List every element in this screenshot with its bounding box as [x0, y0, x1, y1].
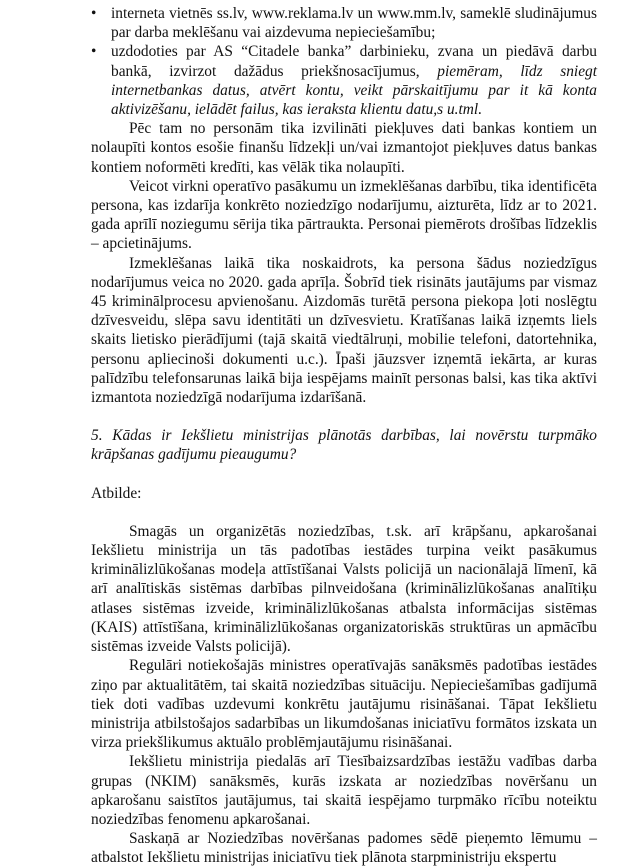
paragraph: Iekšlietu ministrija piedalās arī Tiesībaizsardzības iestāžu vadības darba grupas (NKIM) sanāksmēs, kurās izskata ar noziedzības novēršanu un apkarošanu saistītos jautājumus, tai skaitā iespējamo turpmāko rīcību noteiktu noziedzības fenomenu apkarošanai.: [91, 753, 597, 828]
bullet-item: [91, 4, 597, 42]
bullet-text: interneta vietnēs ss.lv, www.reklama.lv un www.mm.lv, sameklē sludinājumus par darba meklēšanu vai aizdevuma nepieciešamību;: [111, 5, 597, 42]
answer-label: Atbilde:: [91, 484, 142, 502]
method-bullet-list: [91, 4, 597, 119]
paragraph: Pēc tam no personām tika izvilināti piekļuves dati bankas kontiem un nolaupīti kontos esošie finanšu līdzekļi un/vai izmantojot piekļuves datus bankas kontiem noformēti kredīti, kas vēlāk tika nolaupīti.: [91, 120, 597, 176]
bullet-item: [91, 42, 597, 119]
paragraph: Veicot virkni operatīvo pasākumu un izmeklēšanas darbību, tika identificēta persona, kas izdarīja konkrēto noziedzīgo nodarījumu, aizturēta, līdz ar to 2021. gada aprīlī noziegumu sērija tika pārtraukta. Personai piemērots drošības līdzeklis – apcietinājums.: [91, 177, 597, 253]
paragraph: Izmeklēšanas laikā tika noskaidrots, ka persona šādus noziedzīgus nodarījumus veica no 2020. gada aprīļa. Šobrīd tiek risināts jautājums par vismaz 45 kriminālprocesu apvienošanu. Aizdomās turētā persona piekopa ļoti noslēgtu dzīvesveidu, slēpa savu identitāti un dzīvesvietu. Kratīšanas laikā izņemts liels skaits lietisko pierādījumi (tajā skaitā viedtālruņi, mobilie telefoni, datortehnika, personu apliecinoši dokumenti u.c.). Īpaši jāuzsver izņemtā iekārta, ar kuras palīdzību telefonsarunas laikā bija iespējams mainīt personas balsi, kas tika aktīvi izmantota noziedzīgā nodarījuma izdarīšanā.: [91, 254, 597, 407]
document-body: [91, 4, 597, 868]
question-heading: 5. Kādas ir Iekšlietu ministrijas plānotās darbības, lai novērstu turpmāko krāpšanas gadījumu pieaugumu?: [91, 427, 597, 464]
paragraph: Smagās un organizētās noziedzības, t.sk. arī krāpšanu, apkarošanai Iekšlietu ministrija un tās padotības iestādes turpina veikt pasākumus kriminālizlūkošanas modeļa attīstīšanai Valsts policijā un nacionālajā līmenī, kā arī analītiskās sistēmas darbības pilnveidošana (kriminālizlūkošanas analītiķu atlases sistēmas izveide, kriminālizlūkošanas atbalsta informācijas sistēmas (KAIS) attīstīšana, kriminālizlūkošanas organizatoriskās struktūras un apmācību sistēmas izveide Valsts policijā).: [91, 522, 597, 656]
paragraph: Regulāri notiekošajās ministres operatīvajās sanāksmēs padotības iestādes ziņo par aktualitātēm, tai skaitā noziedzības situāciju. Nepieciešamības gadījumā tiek doti vadības uzdevumi konkrētu jautājumu risināšanai. Tāpat Iekšlietu ministrija atbilstošajos sadarbības un likumdošanas iniciatīvu formātos izskata un virza priekšlikumus aktuālo problēmjautājumu risināšanai.: [91, 657, 597, 752]
bullet-text-italic: piemēram, līdz sniegt internetbankas datus, atvērt kontu, veikt pārskaitījumu par it kā konta aktivizēšanu, ielādēt failus, kas ieraksta klientu datu,s u.tml.: [111, 62, 598, 119]
bullet-text: uzdodoties par AS “Citadele banka” darbinieku, zvana un piedāvā darbu bankā, izvirzot dažādus priekšnosacījumus,: [111, 43, 597, 80]
paragraph: Saskaņā ar Noziedzības novēršanas padomes sēdē pieņemto lēmumu – atbalstot Iekšlietu ministrijas iniciatīvu tiek plānota starpministriju ekspertu: [91, 830, 597, 867]
